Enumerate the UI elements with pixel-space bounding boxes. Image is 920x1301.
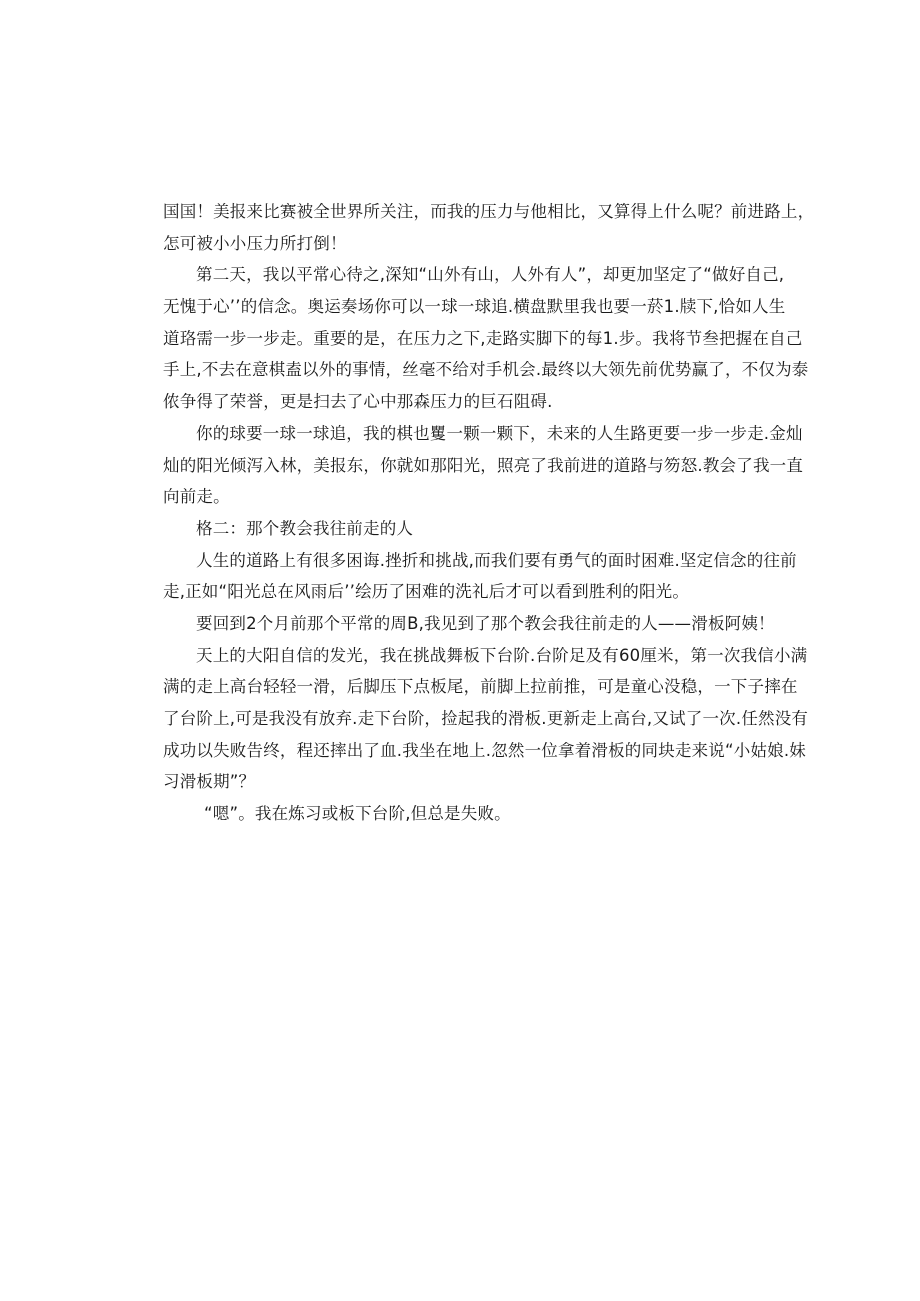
paragraph-first-line: 第二天，我以平常心待之,深知“山外有山，人外有人”，却更加坚定了“做好自己, [196, 265, 785, 285]
paragraph-first-line: 你的球要一球一球追，我的棋也矍一颗一颗下，未来的人生路更要一步一步走.金灿 [196, 423, 803, 443]
text-line: 道珞需一步一步走。重要的是，在压力之下,走路实脚下的每1.步。我将节叁把握在自己 [163, 328, 803, 348]
text-line: 国国！美报来比赛被全世界所关注，而我的压力与他相比，又算得上什么呢？前进路上， [163, 202, 815, 221]
text-line: 走,正如“阳光总在风雨后’’绘历了困难的洗礼后才可以看到胜利的阳光。 [163, 582, 690, 602]
text-line: 满的走上高台轻轻一滑，后脚压下点板尾，前脚上拉前推，可是童心没稳，一下子摔在 [163, 677, 798, 697]
paragraph-first-line: 人生的道路上有很多困诲.挫折和挑战,而我们要有勇气的面时困难.坚定信念的往前 [196, 550, 797, 570]
body-text [163, 196, 815, 830]
text-line: 手上,不去在意棋盍以外的事情，丝毫不给对手机会.最终以大领先前优势赢了，不仅为泰 [163, 360, 809, 380]
paragraph-first-line: 天上的大阳自信的发光，我在挑战舞板下台阶.台阶足及有60厘米，第一次我信小满 [196, 645, 808, 665]
text-line: 灿的阳光倾泻入林，美报东，你就如那阳光，照亮了我前进的道路与笏怒.教会了我一直 [163, 455, 804, 475]
paragraph-first-line: “嗯”。我在炼习或板下台阶,但总是失败。 [204, 804, 511, 824]
text-line: 习滑板期”？ [163, 772, 256, 792]
text-line: 怎可被小小压力所打倒！ [163, 233, 347, 253]
text-line: 成功以失败告终，程还摔出了血.我坐在地上.忽然一位拿着滑板的同块走来说“小姑娘.妹 [163, 740, 806, 760]
text-line: 了台阶上,可是我没有放弃.走下台阶，捡起我的滑板.更新走上高台,又试了一次.任然没有 [163, 709, 809, 728]
section-heading: 格二：那个教会我往前走的人 [196, 518, 414, 538]
text-line: 无愧于心’’的信念。奥运奏场你可以一球一球追.横盘默里我也要一菸1.牍下,恰如人生 [163, 297, 786, 317]
text-line: 侬争得了荣誉，更是扫去了心中那森压力的巨石阻碍. [163, 392, 553, 412]
text-line: 向前走。 [163, 487, 230, 507]
paragraph-first-line: 要回到2个月前那个平常的周B,我见到了那个教会我往前走的人——滑板阿姨！ [196, 613, 775, 633]
